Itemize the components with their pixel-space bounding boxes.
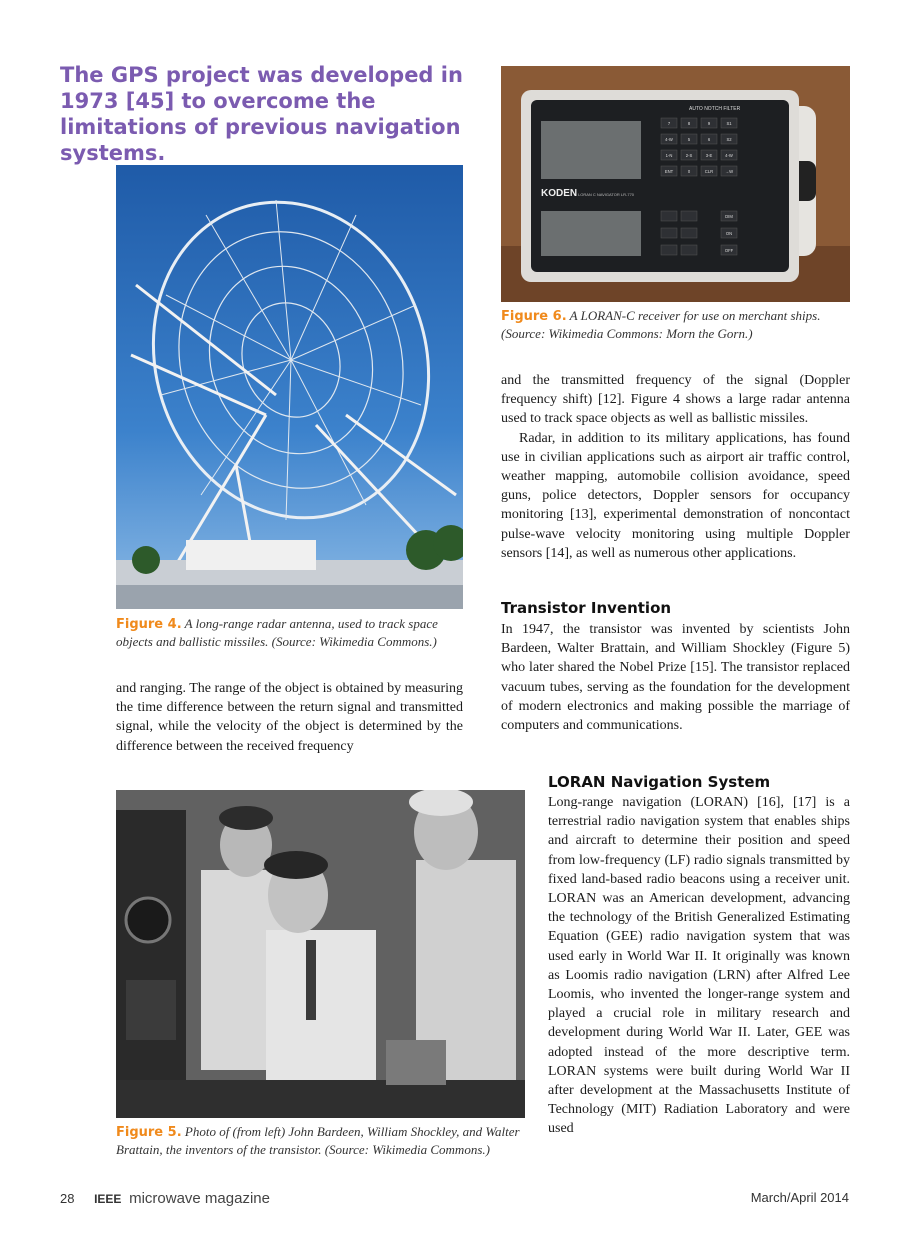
paragraph-doppler: and the transmitted frequency of the signal (Doppler frequency shift) [12]. Figure 4 shows a large radar antenna used to track space objects as well as ballistic missiles. xyxy=(501,373,850,427)
key-9: 2-S xyxy=(685,153,693,158)
key-3: S1 xyxy=(726,121,732,126)
text-loran xyxy=(548,793,850,1139)
paragraph-transistor: In 1947, the transistor was invented by scientists John Bardeen, Walter Brattain, and William Shockley (Figure 5) who later shared the Nobel Prize [15]. The transistor replaced vacuum tubes, serving as the foundation for the development of modern electronics and making possible the marriage of computers and communications. xyxy=(501,622,850,734)
heading-transistor: Transistor Invention xyxy=(501,599,672,617)
device-top-label: AUTO NOTCH FILTER xyxy=(689,106,741,112)
figure5-label: Figure 5. xyxy=(116,1125,182,1140)
figure4-image xyxy=(116,165,463,609)
footer-left xyxy=(60,1190,270,1207)
figure6-image xyxy=(501,66,850,302)
text-transistor xyxy=(501,620,850,735)
paragraph-loran: Long-range navigation (LORAN) [16], [17] is a terrestrial radio navigation system that enables ships and aircraft to determine their position and speed from low-frequency (LF) radio signals transmitted by fixed land-based radio beacons using a receiver unit. LORAN was an American development, advancing the technology of the British Generalized Estimating Equation (GEE) radio navigation system that was used early in World War II. It originally was known as Loomis radio navigation (LRN) after Alfred Lee Loomis, who invented the longer-range system and played a crucial role in military research and development during World War II. Later, GEE was adopted instead of the more descriptive term. LORAN systems were built during World War II after development at the Massachusetts Institute of Technology (MIT) Radiation Laboratory and were used xyxy=(548,795,850,1137)
figure4-caption xyxy=(116,615,466,650)
key-15: →W xyxy=(724,169,734,174)
paragraph-ranging: and ranging. The range of the object is obtained by measuring the time difference between the return signal and transmitted signal, while the velocity of the object is determined by the difference between the received frequency xyxy=(116,681,463,754)
figure5-caption xyxy=(116,1123,531,1158)
device-brand: KODEN xyxy=(541,188,578,199)
key-4: 4-W xyxy=(665,137,673,142)
side-key-0: DIM xyxy=(725,214,733,219)
device-model: LORAN C NAVIGATOR LR-770 xyxy=(578,192,635,197)
key-11: 4-W xyxy=(725,153,733,158)
side-key-2: OFF xyxy=(724,248,734,253)
text-right-column-top xyxy=(501,371,850,563)
key-5: 5 xyxy=(687,137,691,142)
paragraph-radar-applications: Radar, in addition to its military applications, has found use in civilian applications such as airport air traffic control, weather mapping, automobile collision avoidance, speed guns, police detectors, Doppler sensors for occupancy monitoring [13], experimental demonstration of noncontact pulse-wave velocity monitoring using multiple Doppler sensors [14], as well as numerous other applications. xyxy=(501,430,850,561)
key-14: CLR xyxy=(704,169,714,174)
figure4-label: Figure 4. xyxy=(116,617,182,632)
footer-date: March/April 2014 xyxy=(750,1190,849,1205)
key-13: 0 xyxy=(687,169,691,174)
figure6-caption-text: A LORAN-C receiver for use on merchant ships. (Source: Wikimedia Commons: Morn the Gorn.) xyxy=(501,308,821,341)
key-8: 1-N xyxy=(665,153,673,158)
side-key-1: ON xyxy=(725,231,733,236)
key-6: 6 xyxy=(707,137,711,142)
key-1: 8 xyxy=(687,121,691,126)
inventors-photo-illustration xyxy=(116,790,525,1118)
key-10: 3-E xyxy=(705,153,713,158)
figure5-caption-text: Photo of (from left) John Bardeen, William Shockley, and Walter Brattain, the inventors of the transistor. (Source: Wikimedia Commons.) xyxy=(116,1124,520,1157)
radar-antenna-illustration xyxy=(116,165,463,609)
key-7: S2 xyxy=(726,137,732,142)
figure6-caption xyxy=(501,307,851,342)
heading-loran: LORAN Navigation System xyxy=(548,773,771,791)
key-2: 9 xyxy=(707,121,711,126)
magazine-name: microwave magazine xyxy=(129,1190,270,1207)
text-left-column xyxy=(116,679,463,756)
figure5-image xyxy=(116,790,525,1118)
publisher-name: IEEE xyxy=(94,1192,122,1206)
key-12: ENT xyxy=(664,169,674,174)
key-0: 7 xyxy=(667,121,671,126)
page-number: 28 xyxy=(60,1191,75,1206)
figure6-label: Figure 6. xyxy=(501,309,567,324)
loran-receiver-illustration xyxy=(501,66,850,302)
pull-quote: The GPS project was developed in 1973 [45] to overcome the limitations of previous navigation systems. xyxy=(60,63,463,165)
figure4-caption-text: A long-range radar antenna, used to track space objects and ballistic missiles. (Source: Wikimedia Commons.) xyxy=(116,616,438,649)
